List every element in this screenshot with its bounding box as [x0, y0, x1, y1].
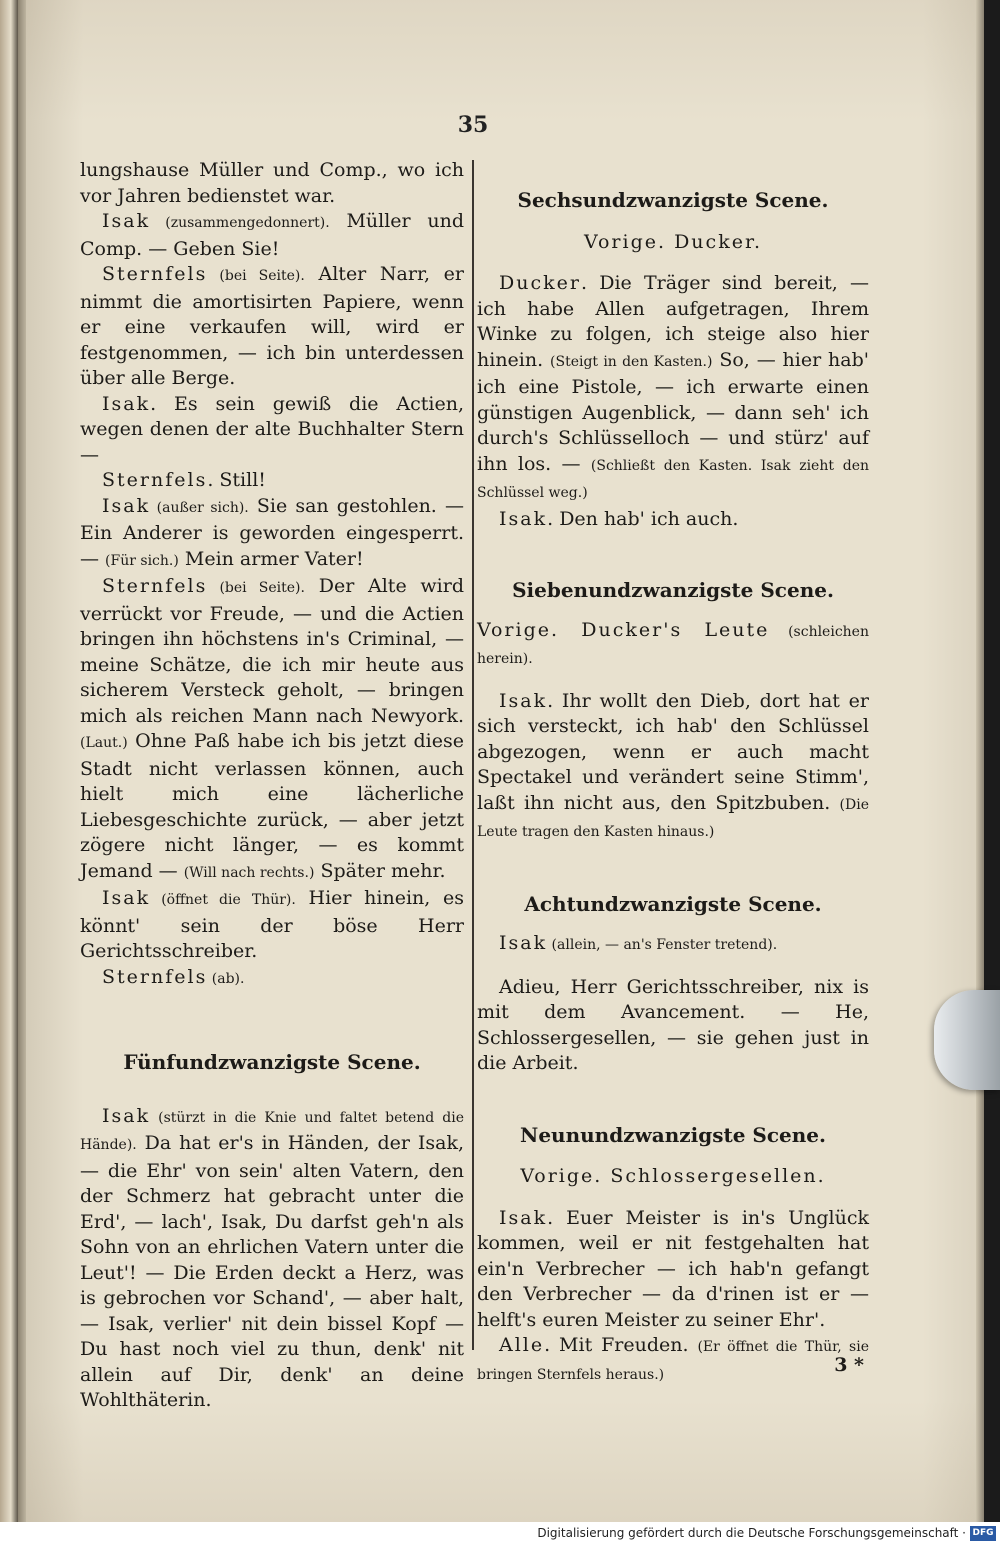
dialogue-paragraph: [80, 209, 464, 262]
page-number: 35: [457, 112, 489, 138]
speaker-name: Vorige. Ducker's Leute: [477, 618, 770, 641]
speaker-name: Sternfels: [102, 469, 208, 491]
column-divider: [472, 160, 474, 1350]
dialogue-text: Der Alte wird verrückt vor Freude, — und die Actien bringen ihn höchstens in's Criminal, — meine Schätze, die ich mir heute aus sicherem Versteck geholt, — bringen mich als reichen Mann nach Newyork.: [80, 575, 464, 727]
stage-direction: (zusammengedonnert).: [150, 215, 330, 231]
speaker-name: Isak: [499, 689, 548, 712]
dialogue-text: Ohne Paß habe ich bis jetzt diese Stadt nicht verlassen können, auch hielt mich eine lächerliche Liebesgeschichte zurück, — aber jetzt zögere nicht länger, — es kommt Jemand —: [80, 730, 464, 882]
dialogue-paragraph: [477, 975, 869, 1077]
signature-mark: 3 *: [834, 1354, 864, 1376]
speaker-name: Isak: [102, 210, 151, 232]
stage-direction: (Für sich.): [105, 552, 179, 569]
stage-direction: (bei Seite).: [207, 580, 305, 596]
dialogue-paragraph: [477, 618, 869, 673]
left-column: [80, 158, 464, 1414]
dialogue-paragraph: [477, 271, 869, 507]
scene-heading: Siebenundzwanzigste Scene.: [512, 578, 834, 602]
facing-page-edge: [0, 0, 18, 1522]
speaker-name: Isak: [102, 392, 151, 415]
dialogue-paragraph: [477, 689, 869, 846]
dialogue-text: . Still!: [207, 469, 266, 491]
dialogue-text: Sie san gestohlen. — Ein Anderer is geworden eingesperrt. —: [80, 494, 464, 570]
dialogue-text: . Es sein gewiß die Actien, wegen denen der alte Buchhalter Stern —: [80, 392, 464, 466]
footer-bar: [0, 1522, 1000, 1545]
dialogue-paragraph: [477, 1333, 869, 1388]
dialogue-text: Müller und Comp. — Geben Sie!: [80, 210, 465, 260]
dialogue-paragraph: [80, 392, 464, 469]
right-column: [477, 158, 869, 1388]
stage-direction: (schleichen herein).: [477, 623, 869, 667]
scene-heading: Neunundzwanzigste Scene.: [520, 1122, 826, 1147]
dialogue-paragraph: [80, 468, 464, 494]
dialogue-text: So, — hier hab' ich eine Pistole, — ich erwarte einen günstigen Augenblick, — dann seh' ich durch's Schlüsselloch — und stürz' auf ihn los. —: [477, 348, 870, 475]
dialogue-text: . Den hab' ich auch.: [547, 507, 739, 530]
speaker-name: Isak: [499, 1206, 548, 1229]
speaker-name: Isak: [102, 887, 151, 909]
speaker-name: Isak: [499, 932, 548, 954]
dfg-logo: DFG: [970, 1526, 996, 1541]
stage-direction: (Schließt den Kasten. Isak zieht den Schlüssel weg.): [477, 457, 869, 501]
page-clip: [934, 990, 1000, 1090]
dialogue-paragraph: [477, 931, 869, 959]
stage-direction: (Die Leute tragen den Kasten hinaus.): [477, 796, 869, 840]
dialogue-text: . Die Träger sind bereit, — ich habe Allen aufgetragen, Ihrem Winke zu folgen, ich steige also hier hinein.: [477, 272, 869, 371]
dialogue-paragraph: [80, 1104, 464, 1414]
dialogue-paragraph: [80, 965, 464, 993]
dialogue-paragraph: [80, 158, 464, 209]
speaker-name: Sternfels: [102, 263, 208, 285]
speaker-name: Ducker: [499, 272, 581, 294]
speaker-name: Sternfels: [102, 575, 208, 597]
stage-direction: (Er öffnet die Thür, sie bringen Sternfels heraus.): [477, 1339, 869, 1383]
dialogue-text: Adieu, Herr Gerichtsschreiber, nix is mit dem Avancement. — He, Schlossergesellen, — sie gehen just in die Arbeit.: [477, 975, 869, 1074]
dialogue-paragraph: [477, 1206, 869, 1334]
dialogue-paragraph: [80, 574, 464, 886]
dialogue-paragraph: [80, 886, 464, 965]
dialogue-text: Später mehr.: [314, 859, 446, 882]
dialogue-text: . Ihr wollt den Dieb, dort hat er sich versteckt, ich hab' den Schlüssel abgezogen, wenn er auch macht Spectakel und verändert seine Stimm', laßt ihn nicht aus, den Spitzbuben.: [477, 689, 869, 814]
stage-direction: (Laut.): [80, 735, 128, 751]
scene-heading: Fünfundzwanzigste Scene.: [123, 1050, 421, 1074]
stage-direction: (Will nach rechts.): [183, 864, 315, 881]
dialogue-paragraph: [80, 494, 464, 575]
scene-heading: Sechsundzwanzigste Scene.: [517, 188, 829, 212]
dialogue-text: . Euer Meister is in's Unglück kommen, weil er nit festgehalten hat ein'n Verbrecher — ich hab'n gefangt den Verbrecher — da d'rinen ist er — helft's euren Meister zu seiner Ehr'.: [477, 1206, 869, 1331]
dialogue-text: Hier hinein, es könnt' sein der böse Herr Gerichtsschreiber.: [80, 887, 464, 962]
scene-heading: Achtundzwanzigste Scene.: [524, 891, 822, 916]
funding-notice: Digitalisierung gefördert durch die Deutsche Forschungsgemeinschaft ·: [537, 1526, 966, 1540]
speaker-name: Isak: [499, 507, 548, 530]
stage-direction: (öffnet die Thür).: [150, 892, 296, 908]
cast-line: [477, 1164, 869, 1190]
dialogue-text: . Mit Freuden.: [544, 1334, 698, 1356]
speaker-name: Vorige. Schlossergesellen.: [520, 1165, 826, 1187]
dialogue-text: Alter Narr, er nimmt die amortisirten Papiere, wenn er eine verkaufen will, wird er festgenommen, — ich bin unterdessen über alle Berge.: [80, 263, 464, 389]
dialogue-text: lungshause Müller und Comp., wo ich vor Jahren bedienstet war.: [80, 159, 464, 207]
cast-line: [477, 230, 869, 256]
stage-direction: (bei Seite).: [207, 268, 305, 284]
stage-direction: (Steigt in den Kasten.): [550, 353, 713, 370]
speaker-name: Sternfels: [102, 965, 208, 988]
speaker-name: Vorige. Ducker.: [584, 230, 762, 253]
speaker-name: Isak: [102, 494, 151, 517]
stage-direction: (ab).: [207, 970, 245, 987]
page-edge: [976, 0, 984, 1522]
dialogue-paragraph: [477, 507, 869, 533]
speaker-name: Isak: [102, 1104, 151, 1127]
dialogue-text: Da hat er's in Händen, der Isak, — die Ehr' von sein' alten Vatern, den der Schmerz hat gebracht unter die Erd', — lach', Isak, Du darfst geh'n als Sohn von an ehrlichen Vatern unter die Leut'! — Die Erden deckt a Herz, was is gebrochen vor Schand', — aber halt, — Isak, verlier' nit dein bissel Kopf — Du hast noch viel zu thun, denk' nit allein auf Dir, denk' an deine Wohlthäterin.: [80, 1132, 464, 1411]
speaker-name: Alle: [499, 1334, 545, 1356]
stage-direction: (außer sich).: [150, 499, 249, 516]
dialogue-text: Mein armer Vater!: [178, 547, 364, 570]
stage-direction: (stürzt in die Knie und faltet betend die Hände).: [80, 1109, 464, 1153]
stage-direction: (allein, — an's Fenster tretend).: [547, 937, 778, 953]
dialogue-paragraph: [80, 262, 464, 392]
